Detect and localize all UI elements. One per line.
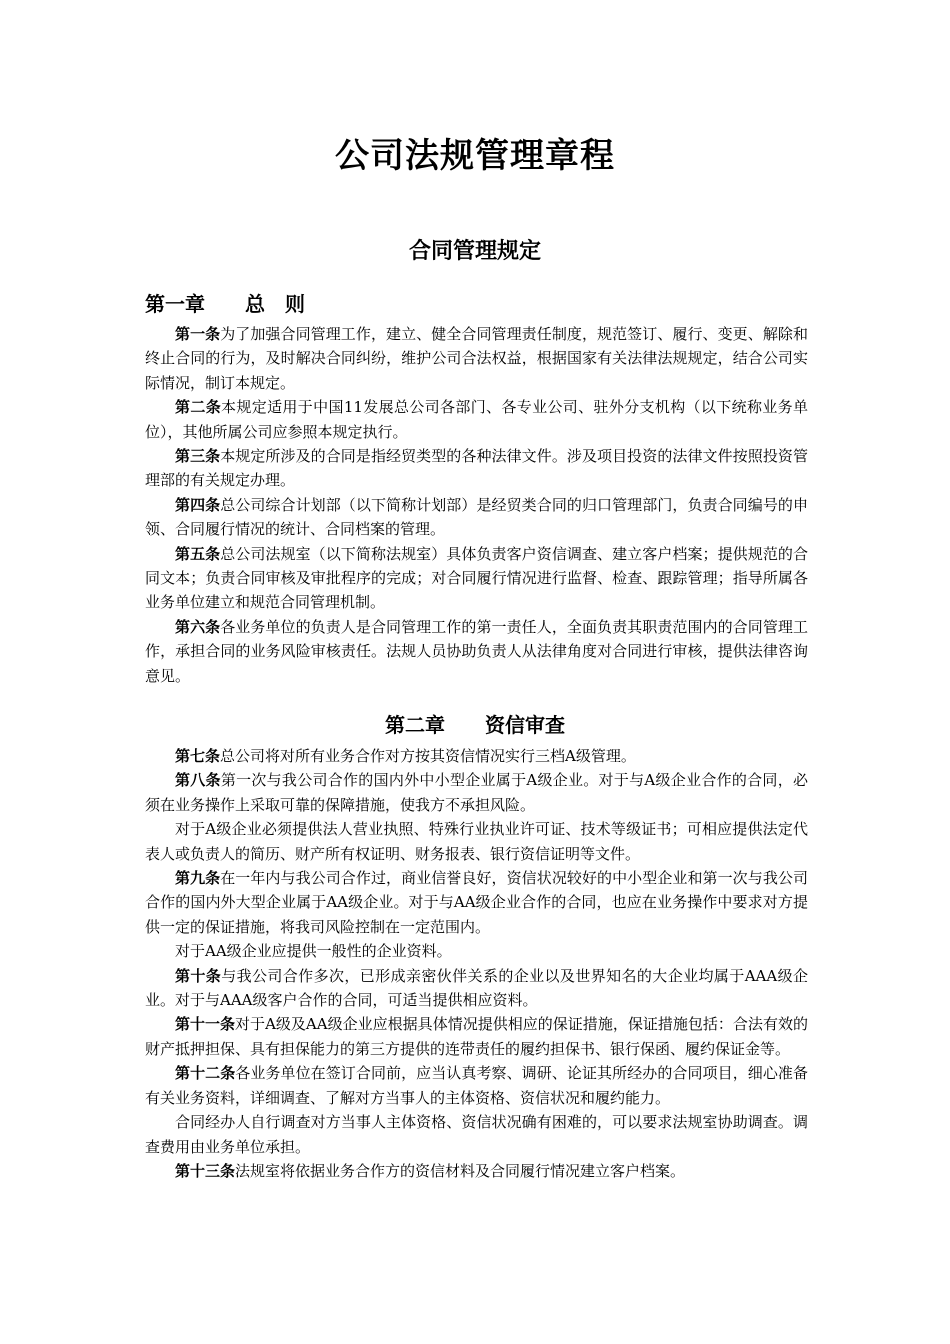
article-text: 总公司综合计划部（以下简称计划部）是经贸类合同的归口管理部门，负责合同编号的申领、合同履行情况的统计、合同档案的管理。 [145,495,808,539]
article-paragraph [145,615,808,688]
article-paragraph [145,322,808,395]
article-label: 第六条 [175,617,221,636]
chapter-1-number: 第一章 [145,292,205,316]
chapter-2-heading [0,709,950,738]
article-paragraph [145,866,808,939]
article-text: 本规定适用于中国11发展总公司各部门、各专业公司、驻外分支机构（以下统称业务单位），其他所属公司应参照本规定执行。 [145,398,808,441]
article-text: 在一年内与我公司合作过，商业信誉良好，资信状况较好的中小型企业和第一次与我公司合作的国内外大型企业属于AA级企业。对于与AA级企业合作的合同，也应在业务操作中要求对方提供一定的保证措施，将我司风险控制在一定范围内。 [145,869,808,936]
chapter-2-name: 资信审查 [485,713,565,737]
article-text: 与我公司合作多次，已形成亲密伙伴关系的企业以及世界知名的大企业均属于AAA级企业。对于与AAA级客户合作的合同，可适当提供相应资料。 [145,966,808,1010]
article-paragraph [145,744,808,768]
chapter-2-body [145,744,808,1183]
article-paragraph [145,768,808,817]
document-subtitle: 合同管理规定 [408,239,541,264]
article-text: 总公司法规室（以下简称法规室）具体负责客户资信调查、建立客户档案；提供规范的合同文本；负责合同审核及审批程序的完成；对合同履行情况进行监督、检查、跟踪管理；指导所属各业务单位建立和规范合同管理机制。 [145,544,808,612]
chapter-1-body [145,322,808,688]
article-label: 第一条 [175,325,221,343]
article-paragraph [145,395,808,444]
article-label: 第十一条 [175,1015,236,1034]
article-text: 为了加强合同管理工作，建立、健全合同管理责任制度，规范签订、履行、变更、解除和终止合同的行为，及时解决合同纠纷，维护公司合法权益，根据国家有关法律法规规定，结合公司实际情况，制订本规定。 [145,325,808,392]
article-label: 第四条 [175,495,221,514]
article-paragraph [145,1110,808,1159]
article-paragraph [145,817,808,866]
article-paragraph [145,964,808,1013]
article-paragraph [145,939,808,963]
article-paragraph [145,542,808,615]
article-label: 第五条 [175,544,221,563]
chapter-1-name: 总 则 [245,292,305,316]
article-text: 本规定所涉及的合同是指经贸类型的各种法律文件。涉及项目投资的法律文件按照投资管理部的有关规定办理。 [145,447,808,490]
article-label: 第十条 [175,966,222,985]
article-paragraph [145,1061,808,1110]
chapter-2-number: 第二章 [385,713,445,737]
document-title: 公司法规管理章程 [335,136,615,176]
article-text: 法规室将依据业务合作方的资信材料及合同履行情况建立客户档案。 [235,1161,686,1180]
article-paragraph [145,1159,808,1183]
article-text: 对于A级及AA级企业应根据具体情况提供相应的保证措施，保证措施包括：合法有效的财产抵押担保、具有担保能力的第三方提供的连带责任的履约担保书、银行保函、履约保证金等。 [145,1015,808,1058]
chapter-1-heading [145,288,305,317]
article-label: 第十三条 [175,1161,236,1180]
article-text: 合同经办人自行调查对方当事人主体资格、资信状况确有困难的，可以要求法规室协助调查。调查费用由业务单位承担。 [145,1113,808,1156]
article-label: 第九条 [175,869,221,888]
article-paragraph [145,444,808,493]
article-label: 第十二条 [175,1064,236,1083]
article-paragraph [145,493,808,542]
article-text: 对于A级企业必须提供法人营业执照、特殊行业执业许可证、技术等级证书；可相应提供法定代表人或负责人的简历、财产所有权证明、财务报表、银行资信证明等文件。 [145,820,808,863]
article-text: 对于AA级企业应提供一般性的企业资料。 [175,942,452,961]
article-label: 第二条 [175,398,222,417]
article-label: 第七条 [175,747,221,765]
article-label: 第八条 [175,771,221,790]
article-text: 第一次与我公司合作的国内外中小型企业属于A级企业。对于与A级企业合作的合同，必须在业务操作上采取可靠的保障措施，使我方不承担风险。 [145,771,808,814]
article-paragraph [145,1012,808,1061]
article-label: 第三条 [175,447,221,466]
article-text: 各业务单位在签订合同前，应当认真考察、调研、论证其所经办的合同项目，细心准备有关业务资料，详细调查、了解对方当事人的主体资格、资信状况和履约能力。 [145,1064,808,1107]
article-text: 各业务单位的负责人是合同管理工作的第一责任人，全面负责其职责范围内的合同管理工作，承担合同的业务风险审核责任。法规人员协助负责人从法律角度对合同进行审核，提供法律咨询意见。 [145,617,808,685]
article-text: 总公司将对所有业务合作对方按其资信情况实行三档A级管理。 [220,747,636,765]
